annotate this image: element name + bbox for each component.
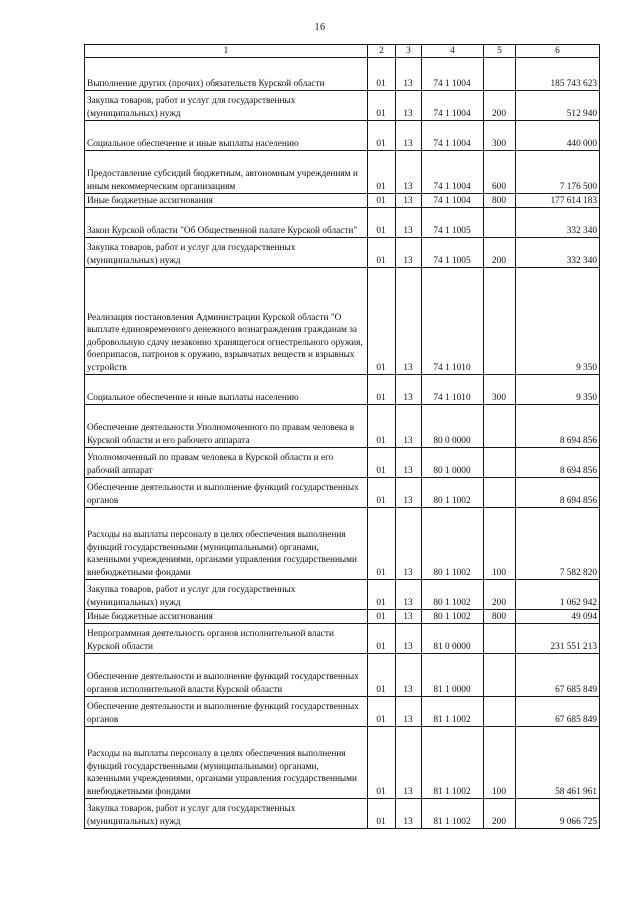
table-row <box>85 268 600 375</box>
row-section-cell: 01 <box>368 799 396 829</box>
row-amount-cell: 440 000 <box>516 121 600 151</box>
row-expense-type-cell: 100 <box>484 508 516 580</box>
row-subsection-cell: 13 <box>396 238 422 268</box>
row-target-item-cell: 80 0 0000 <box>422 405 484 448</box>
row-subsection-cell: 13 <box>396 151 422 194</box>
row-section-cell: 01 <box>368 268 396 375</box>
row-subsection-cell: 13 <box>396 624 422 654</box>
row-target-item-cell: 80 1 0000 <box>422 448 484 478</box>
row-name-cell: Закупка товаров, работ и услуг для государственных (муниципальных) нужд <box>85 91 368 121</box>
row-expense-type-cell: 800 <box>484 194 516 208</box>
row-name-cell: Непрограммная деятельность органов исполнительной власти Курской области <box>85 624 368 654</box>
row-section-cell: 01 <box>368 405 396 448</box>
table-row <box>85 121 600 151</box>
row-subsection-cell: 13 <box>396 194 422 208</box>
row-section-cell: 01 <box>368 151 396 194</box>
row-amount-cell: 332 340 <box>516 238 600 268</box>
row-amount-cell: 67 685 849 <box>516 654 600 697</box>
row-section-cell: 01 <box>368 610 396 624</box>
table-row <box>85 405 600 448</box>
row-subsection-cell: 13 <box>396 727 422 799</box>
table-row <box>85 448 600 478</box>
row-target-item-cell: 80 1 1002 <box>422 478 484 508</box>
row-expense-type-cell <box>484 478 516 508</box>
row-amount-cell: 1 062 942 <box>516 580 600 610</box>
table-row <box>85 151 600 194</box>
row-subsection-cell: 13 <box>396 448 422 478</box>
row-target-item-cell: 80 1 1002 <box>422 580 484 610</box>
row-subsection-cell: 13 <box>396 654 422 697</box>
row-name-cell: Расходы на выплаты персоналу в целях обеспечения выполнения функций государственными (муниципальными) органами, казенными учреждениями, органами управления государственными внебюджетными фондами <box>85 508 368 580</box>
row-amount-cell: 49 094 <box>516 610 600 624</box>
table-header-row <box>85 45 600 58</box>
row-target-item-cell: 74 1 1010 <box>422 375 484 405</box>
row-subsection-cell: 13 <box>396 268 422 375</box>
row-target-item-cell: 80 1 1002 <box>422 610 484 624</box>
row-section-cell: 01 <box>368 508 396 580</box>
row-expense-type-cell <box>484 697 516 727</box>
table-row <box>85 580 600 610</box>
row-name-cell: Обеспечение деятельности Уполномоченного по правам человека в Курской области и его рабочего аппарата <box>85 405 368 448</box>
row-subsection-cell: 13 <box>396 91 422 121</box>
row-name-cell: Реализация постановления Администрации Курской области "О выплате единовременного денежного вознаграждения гражданам за добровольную сдачу незаконно хранящегося огнестрельного оружия, боеприпасов, патронов к оружию, взрывчатых веществ и взрывных устройств <box>85 268 368 375</box>
row-expense-type-cell <box>484 58 516 91</box>
row-name-cell: Социальное обеспечение и иные выплаты населению <box>85 121 368 151</box>
row-section-cell: 01 <box>368 238 396 268</box>
row-name-cell: Закупка товаров, работ и услуг для государственных (муниципальных) нужд <box>85 238 368 268</box>
row-name-cell: Обеспечение деятельности и выполнение функций государственных органов <box>85 478 368 508</box>
row-amount-cell: 185 743 623 <box>516 58 600 91</box>
row-amount-cell: 7 582 820 <box>516 508 600 580</box>
row-target-item-cell: 81 1 0000 <box>422 654 484 697</box>
row-expense-type-cell: 200 <box>484 91 516 121</box>
table-row <box>85 58 600 91</box>
row-section-cell: 01 <box>368 727 396 799</box>
row-amount-cell: 512 940 <box>516 91 600 121</box>
column-header-3: 3 <box>396 45 422 58</box>
row-section-cell: 01 <box>368 580 396 610</box>
row-target-item-cell: 74 1 1010 <box>422 268 484 375</box>
page-number: 16 <box>314 22 326 33</box>
row-expense-type-cell: 300 <box>484 121 516 151</box>
row-name-cell: Закон Курской области "Об Общественной палате Курской области" <box>85 208 368 238</box>
table-row <box>85 799 600 829</box>
table-row <box>85 91 600 121</box>
row-amount-cell: 9 350 <box>516 268 600 375</box>
row-amount-cell: 9 066 725 <box>516 799 600 829</box>
row-expense-type-cell: 200 <box>484 799 516 829</box>
row-amount-cell: 177 614 183 <box>516 194 600 208</box>
row-subsection-cell: 13 <box>396 799 422 829</box>
row-target-item-cell: 81 0 0000 <box>422 624 484 654</box>
row-expense-type-cell: 800 <box>484 610 516 624</box>
column-header-1: 1 <box>85 45 368 58</box>
row-section-cell: 01 <box>368 91 396 121</box>
row-amount-cell: 9 350 <box>516 375 600 405</box>
row-amount-cell: 332 340 <box>516 208 600 238</box>
row-expense-type-cell <box>484 405 516 448</box>
table-row <box>85 508 600 580</box>
row-amount-cell: 58 461 961 <box>516 727 600 799</box>
row-section-cell: 01 <box>368 375 396 405</box>
row-subsection-cell: 13 <box>396 580 422 610</box>
row-target-item-cell: 80 1 1002 <box>422 508 484 580</box>
row-name-cell: Иные бюджетные ассигнования <box>85 194 368 208</box>
row-subsection-cell: 13 <box>396 610 422 624</box>
row-expense-type-cell: 100 <box>484 727 516 799</box>
row-target-item-cell: 81 1 1002 <box>422 697 484 727</box>
row-subsection-cell: 13 <box>396 375 422 405</box>
row-section-cell: 01 <box>368 624 396 654</box>
table-row <box>85 194 600 208</box>
table-row <box>85 697 600 727</box>
row-section-cell: 01 <box>368 208 396 238</box>
row-target-item-cell: 74 1 1005 <box>422 238 484 268</box>
row-amount-cell: 8 694 856 <box>516 405 600 448</box>
row-subsection-cell: 13 <box>396 508 422 580</box>
row-section-cell: 01 <box>368 478 396 508</box>
table-row <box>85 375 600 405</box>
row-name-cell: Предоставление субсидий бюджетным, автономным учреждениям и иным некоммерческим организациям <box>85 151 368 194</box>
row-section-cell: 01 <box>368 121 396 151</box>
column-header-6: 6 <box>516 45 600 58</box>
table-row <box>85 238 600 268</box>
budget-table <box>84 44 600 829</box>
row-section-cell: 01 <box>368 58 396 91</box>
row-amount-cell: 7 176 500 <box>516 151 600 194</box>
table-row <box>85 624 600 654</box>
table-row <box>85 610 600 624</box>
row-target-item-cell: 81 1 1002 <box>422 799 484 829</box>
column-header-5: 5 <box>484 45 516 58</box>
column-header-2: 2 <box>368 45 396 58</box>
table-row <box>85 727 600 799</box>
row-subsection-cell: 13 <box>396 121 422 151</box>
row-target-item-cell: 74 1 1005 <box>422 208 484 238</box>
row-expense-type-cell <box>484 208 516 238</box>
row-expense-type-cell: 600 <box>484 151 516 194</box>
row-subsection-cell: 13 <box>396 697 422 727</box>
row-name-cell: Обеспечение деятельности и выполнение функций государственных органов исполнительной власти Курской области <box>85 654 368 697</box>
row-expense-type-cell: 200 <box>484 238 516 268</box>
row-target-item-cell: 74 1 1004 <box>422 194 484 208</box>
row-name-cell: Расходы на выплаты персоналу в целях обеспечения выполнения функций государственными (муниципальными) органами, казенными учреждениями, органами управления государственными внебюджетными фондами <box>85 727 368 799</box>
row-target-item-cell: 74 1 1004 <box>422 58 484 91</box>
row-target-item-cell: 74 1 1004 <box>422 91 484 121</box>
table-row <box>85 478 600 508</box>
row-name-cell: Обеспечение деятельности и выполнение функций государственных органов <box>85 697 368 727</box>
row-name-cell: Выполнение других (прочих) обязательств Курской области <box>85 58 368 91</box>
row-name-cell: Закупка товаров, работ и услуг для государственных (муниципальных) нужд <box>85 799 368 829</box>
row-amount-cell: 8 694 856 <box>516 448 600 478</box>
row-section-cell: 01 <box>368 697 396 727</box>
row-expense-type-cell: 200 <box>484 580 516 610</box>
row-subsection-cell: 13 <box>396 478 422 508</box>
row-expense-type-cell <box>484 654 516 697</box>
row-section-cell: 01 <box>368 654 396 697</box>
row-name-cell: Социальное обеспечение и иные выплаты населению <box>85 375 368 405</box>
row-subsection-cell: 13 <box>396 208 422 238</box>
row-target-item-cell: 81 1 1002 <box>422 727 484 799</box>
row-expense-type-cell <box>484 448 516 478</box>
row-subsection-cell: 13 <box>396 405 422 448</box>
row-expense-type-cell <box>484 268 516 375</box>
row-name-cell: Иные бюджетные ассигнования <box>85 610 368 624</box>
table-row <box>85 654 600 697</box>
row-expense-type-cell <box>484 624 516 654</box>
table-row <box>85 208 600 238</box>
row-section-cell: 01 <box>368 194 396 208</box>
column-header-4: 4 <box>422 45 484 58</box>
row-name-cell: Закупка товаров, работ и услуг для государственных (муниципальных) нужд <box>85 580 368 610</box>
row-section-cell: 01 <box>368 448 396 478</box>
row-name-cell: Уполномоченный по правам человека в Курской области и его рабочий аппарат <box>85 448 368 478</box>
row-amount-cell: 231 551 213 <box>516 624 600 654</box>
row-target-item-cell: 74 1 1004 <box>422 151 484 194</box>
row-target-item-cell: 74 1 1004 <box>422 121 484 151</box>
row-subsection-cell: 13 <box>396 58 422 91</box>
row-expense-type-cell: 300 <box>484 375 516 405</box>
row-amount-cell: 67 685 849 <box>516 697 600 727</box>
row-amount-cell: 8 694 856 <box>516 478 600 508</box>
